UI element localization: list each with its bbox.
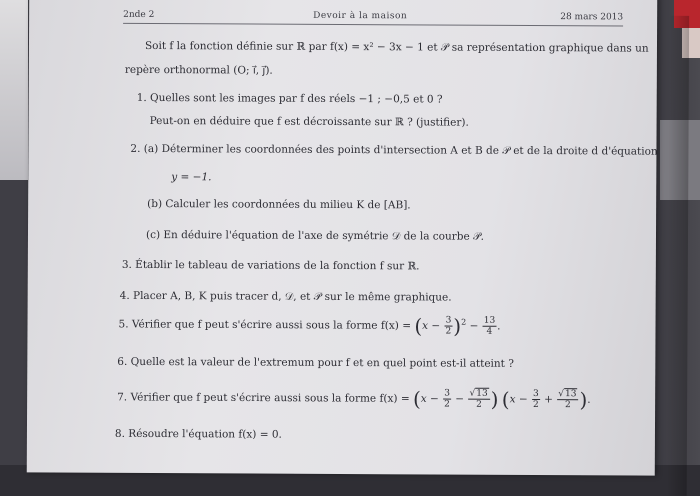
question-1b: Peut-on en déduire que f est décroissante sur ℝ ? (justifier). (149, 114, 469, 129)
formula-paren: ) (453, 314, 462, 339)
formula-var: x (422, 319, 429, 332)
question-2b: (b) Calculer les coordonnées du milieu K de [AB]. (147, 197, 411, 212)
question-1a: 1. Quelles sont les images par f des réels −1 ; −0,5 et 0 ? (136, 91, 443, 106)
formula-fraction: $\frac{3}{2}$ (445, 315, 452, 337)
formula-end: . (587, 393, 591, 406)
question-2c: (c) En déduire l'équation de l'axe de symétrie 𝒟 de la courbe 𝒫. (145, 228, 485, 243)
formula-fraction: $\frac{3}{2}$ (532, 389, 539, 411)
class-label: 2nde 2 (123, 9, 155, 21)
formula-var: x (420, 392, 427, 405)
question-3: 3. Établir le tableau de variations de la fonction f sur ℝ. (121, 258, 420, 273)
formula-paren: ) (579, 387, 588, 412)
formula-fraction: $\frac{13}{4}$ (483, 315, 496, 337)
intro-line-1: Soit f la fonction définie sur ℝ par f(x) = x² − 3x − 1 et 𝒫 sa représentation graphique dans un (144, 39, 649, 55)
formula-operator: − (469, 320, 479, 333)
formula-operator: − (518, 393, 528, 406)
document-title: Devoir à la maison (313, 10, 408, 22)
formula-end: . (497, 320, 501, 333)
intro-line-2: repère orthonormal (O; i⃗, j⃗). (124, 63, 273, 77)
question-5 (118, 314, 500, 337)
formula-operator: − (430, 392, 439, 406)
question-2a-equation: y = −1. (171, 171, 212, 184)
document-date: 28 mars 2013 (560, 12, 624, 23)
question-8: 8. Résoudre l'équation f(x) = 0. (114, 427, 282, 441)
question-6: 6. Quelle est la valeur de l'extremum pour f et en quel point est-il atteint ? (117, 355, 514, 370)
formula-fraction: $\frac{3}{2}$ (444, 388, 451, 410)
formula-var: x (509, 393, 516, 406)
formula-paren: ( (412, 386, 421, 411)
formula-operator: − (431, 319, 441, 333)
question-4: 4. Placer A, B, K puis tracer d, 𝒟, et 𝒫 sur le même graphique. (119, 289, 452, 304)
formula-paren: ) (490, 387, 499, 412)
formula-operator: + (544, 393, 553, 406)
formula-paren: ( (414, 313, 423, 338)
question-7-text: 7. Vérifier que f peut s'écrire aussi sous la forme f(x) = (117, 391, 410, 405)
background-object (0, 0, 28, 180)
question-2a: 2. (a) Déterminer les coordonnées des points d'intersection A et B de 𝒫 et de la droite d d'équation (130, 142, 658, 158)
paper-shadow (667, 16, 690, 496)
question-5-text: 5. Vérifier que f peut s'écrire aussi sous la forme f(x) = (118, 318, 412, 332)
formula-paren: ( (501, 387, 510, 412)
formula-fraction: $\frac{√13}{2}$ (469, 388, 488, 410)
question-7 (117, 387, 591, 410)
formula-exponent: 2 (461, 317, 467, 327)
formula-operator: − (455, 393, 465, 406)
paper-sheet (27, 0, 658, 476)
formula-fraction: $\frac{√13}{2}$ (558, 389, 577, 411)
